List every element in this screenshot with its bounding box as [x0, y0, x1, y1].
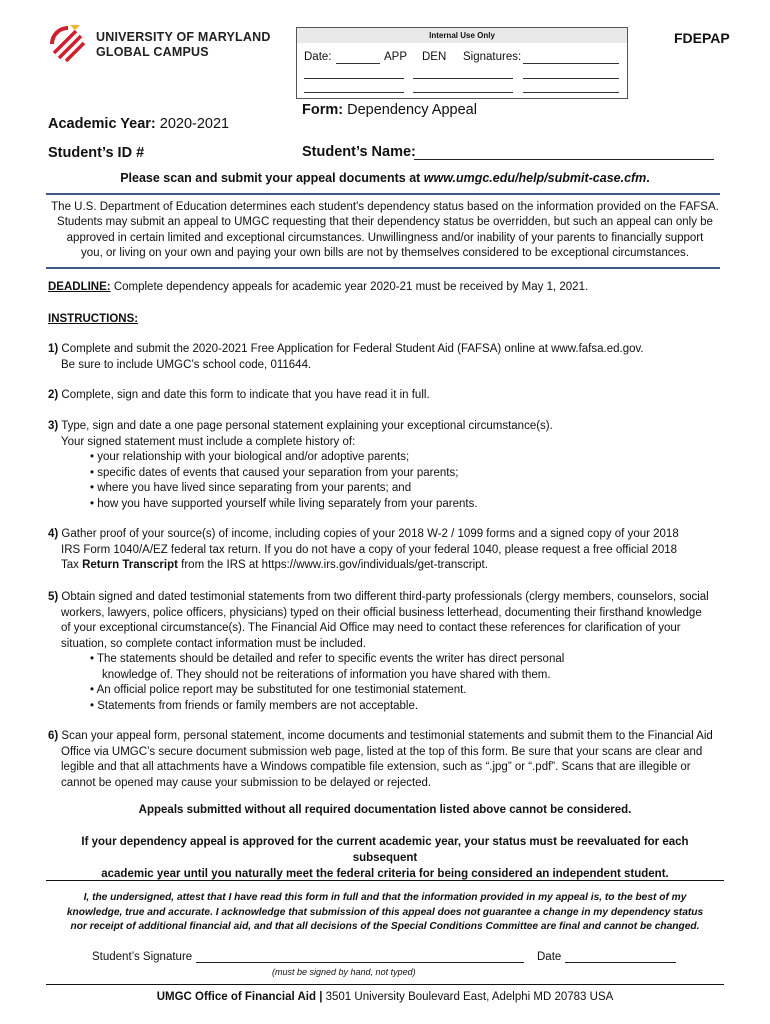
- step-text: Tax: [61, 559, 83, 571]
- form-label: Form:: [302, 102, 344, 118]
- step-6: [48, 729, 728, 791]
- attestation-line: I, the undersigned, attest that I have read this form in full and that the information provided in my appeal is, to the best of my: [83, 892, 687, 903]
- student-name-field[interactable]: [414, 159, 714, 160]
- logo-line1: UNIVERSITY OF MARYLAND: [96, 30, 271, 44]
- internal-signature-line[interactable]: [523, 63, 619, 64]
- signature-field[interactable]: [196, 962, 524, 963]
- intro-line: The U.S. Department of Education determines each student's dependency status based on the information provided on the FAFSA.: [51, 201, 719, 213]
- signature-label: Student’s Signature: [92, 951, 193, 963]
- list-item: • your relationship with your biological and/or adoptive parents;: [90, 451, 410, 463]
- step-text: Be sure to include UMGC’s school code, 011644.: [61, 358, 312, 371]
- attestation-line: nor receipt of additional financial aid, and that all decisions of the Special Conditions Committee are final and cannot be changed.: [70, 921, 700, 932]
- step-number: 5): [48, 591, 59, 603]
- divider-top: [46, 193, 720, 195]
- internal-use-title: Internal Use Only: [297, 28, 627, 43]
- step-number: 4): [48, 528, 59, 540]
- list-item: • specific dates of events that caused your separation from your parents;: [90, 466, 459, 479]
- internal-date-label: Date:: [304, 51, 332, 63]
- footer-office: UMGC Office of Financial Aid: [156, 991, 317, 1003]
- date-label: Date: [537, 951, 562, 963]
- step-text: situation, so complete contact information must be included.: [61, 637, 366, 650]
- step-number: 3): [48, 420, 59, 432]
- list-item: • how you have supported yourself while living separately from your parents.: [90, 497, 478, 510]
- attestation: [60, 891, 710, 935]
- step-text: Gather proof of your source(s) of income, including copies of your 2018 W-2 / 1099 forms and a signed copy of your 2018: [58, 528, 679, 540]
- list-item: • The statements should be detailed and refer to specific events the writer has direct personal: [90, 653, 565, 665]
- internal-line[interactable]: [523, 78, 619, 79]
- scan-prefix: Please scan and submit your appeal documents at: [120, 171, 424, 185]
- internal-line[interactable]: [523, 92, 619, 93]
- submit-case-link[interactable]: www.umgc.edu/help/submit-case.cfm: [423, 171, 647, 185]
- step-1: [48, 342, 728, 373]
- scan-instructions: [0, 171, 770, 185]
- internal-signatures-label: Signatures:: [463, 51, 522, 63]
- list-item: • where you have lived since separating from your parents; and: [90, 482, 412, 494]
- notice-line: If your dependency appeal is approved for the current academic year, your status must be reevaluated for each subsequent: [81, 836, 689, 864]
- form-code: FDEPAP: [674, 30, 730, 46]
- logo: [46, 22, 92, 68]
- step-text: Your signed statement must include a complete history of:: [61, 435, 356, 448]
- student-id-label: Student’s ID #: [48, 145, 145, 161]
- notice-line: academic year until you naturally meet the federal criteria for being considered an independent student.: [101, 868, 669, 880]
- step-text: Office via UMGC’s secure document submission web page, listed at the top of this form. Be sure that your scans are clear and: [61, 745, 703, 758]
- umgc-logo-icon: [46, 22, 90, 66]
- notice-required-docs: Appeals submitted without all required documentation listed above cannot be considered.: [138, 804, 632, 816]
- student-name-label: Student’s Name:: [302, 144, 416, 160]
- academic-year: [48, 116, 229, 132]
- academic-year-value: 2020-2021: [159, 116, 230, 132]
- notice-reevaluation: [48, 834, 722, 882]
- step-text: from the IRS at https://www.irs.gov/individuals/get-transcript.: [177, 559, 488, 571]
- scan-suffix: .: [646, 171, 650, 185]
- list-item: • An official police report may be substituted for one testimonial statement.: [90, 684, 467, 696]
- deadline-label: DEADLINE:: [48, 281, 111, 293]
- logo-line2: GLOBAL CAMPUS: [96, 44, 209, 59]
- form-type: [302, 102, 477, 118]
- deadline-text: Complete dependency appeals for academic year 2020-21 must be received by May 1, 2021.: [110, 281, 589, 293]
- attestation-line: knowledge, true and accurate. I acknowledge that submission of this appeal does not guarantee a change in my dependency status: [66, 906, 704, 918]
- internal-line[interactable]: [304, 92, 404, 93]
- date-field[interactable]: [565, 962, 676, 963]
- intro-line: Students may submit an appeal to UMGC requesting that their dependency status be overridden, but such an appeal can only be: [57, 216, 713, 229]
- internal-app-label: APP: [384, 51, 408, 63]
- divider-bottom: [46, 267, 720, 269]
- divider-attestation: [46, 880, 724, 881]
- step-text: of your exceptional circumstance(s). The Financial Aid Office may need to contact these references for clarification of your: [61, 622, 681, 634]
- step-3: [48, 419, 728, 512]
- deadline: [48, 280, 728, 296]
- step-5: [48, 590, 728, 714]
- intro-line: you, or living on your own and paying your own bills are not by themselves considered to be exceptional circumstances.: [81, 246, 689, 259]
- list-item: • Statements from friends or family members are not acceptable.: [90, 699, 419, 712]
- divider-footer: [46, 984, 724, 985]
- return-transcript-term: Return Transcript: [82, 559, 178, 571]
- footer-address: 3501 University Boulevard East, Adelphi MD 20783 USA: [325, 991, 614, 1003]
- step-text: legible and that all attachments have a Windows compatible file extension, such as “.jpg” or “.pdf”. Scans that are illegible or: [61, 761, 691, 773]
- step-text: IRS Form 1040/A/EZ federal tax return. If you do not have a copy of your federal 1040, please request a free official 2018: [61, 543, 678, 556]
- internal-use-box: [296, 27, 628, 99]
- step-text: Obtain signed and dated testimonial statements from two different third-party professionals (clergy members, counselors, social: [58, 591, 709, 603]
- step-2: [48, 388, 728, 404]
- step-text: cannot be opened may cause your submission to be delayed or rejected.: [61, 776, 432, 789]
- instructions-heading: INSTRUCTIONS:: [48, 313, 139, 325]
- signature-note: (must be signed by hand, not typed): [272, 967, 416, 977]
- internal-date-line[interactable]: [336, 63, 380, 64]
- step-text: Complete and submit the 2020-2021 Free Application for Federal Student Aid (FAFSA) online at www.fafsa.ed.gov.: [58, 343, 644, 355]
- step-number: 6): [48, 730, 59, 742]
- step-text: workers, lawyers, police officers, physicians) typed on their official business letterhead, documenting their firsthand knowledge: [61, 606, 702, 619]
- step-text: Scan your appeal form, personal statement, income documents and testimonial statements and submit them to the Financial Aid: [58, 730, 713, 742]
- internal-line[interactable]: [304, 78, 404, 79]
- intro-line: approved in certain limited and exceptional circumstances. Unwillingness and/or inability of your parents to financially support: [66, 231, 704, 244]
- intro-paragraph: [48, 200, 722, 261]
- footer: [0, 991, 770, 1003]
- internal-den-label: DEN: [422, 51, 447, 63]
- step-text: Complete, sign and date this form to indicate that you have read it in full.: [58, 389, 430, 401]
- footer-separator: |: [316, 991, 326, 1003]
- step-4: [48, 527, 728, 574]
- step-text: Type, sign and date a one page personal statement explaining your exceptional circumstance(s).: [58, 420, 553, 432]
- step-number: 1): [48, 343, 59, 355]
- form-value: Dependency Appeal: [347, 102, 477, 118]
- academic-year-label: Academic Year:: [48, 116, 156, 132]
- list-item: knowledge of. They should not be reiterations of information you have shared with them.: [102, 668, 551, 681]
- logo-text: [96, 30, 271, 59]
- internal-line[interactable]: [413, 78, 513, 79]
- step-number: 2): [48, 389, 59, 401]
- internal-line[interactable]: [413, 92, 513, 93]
